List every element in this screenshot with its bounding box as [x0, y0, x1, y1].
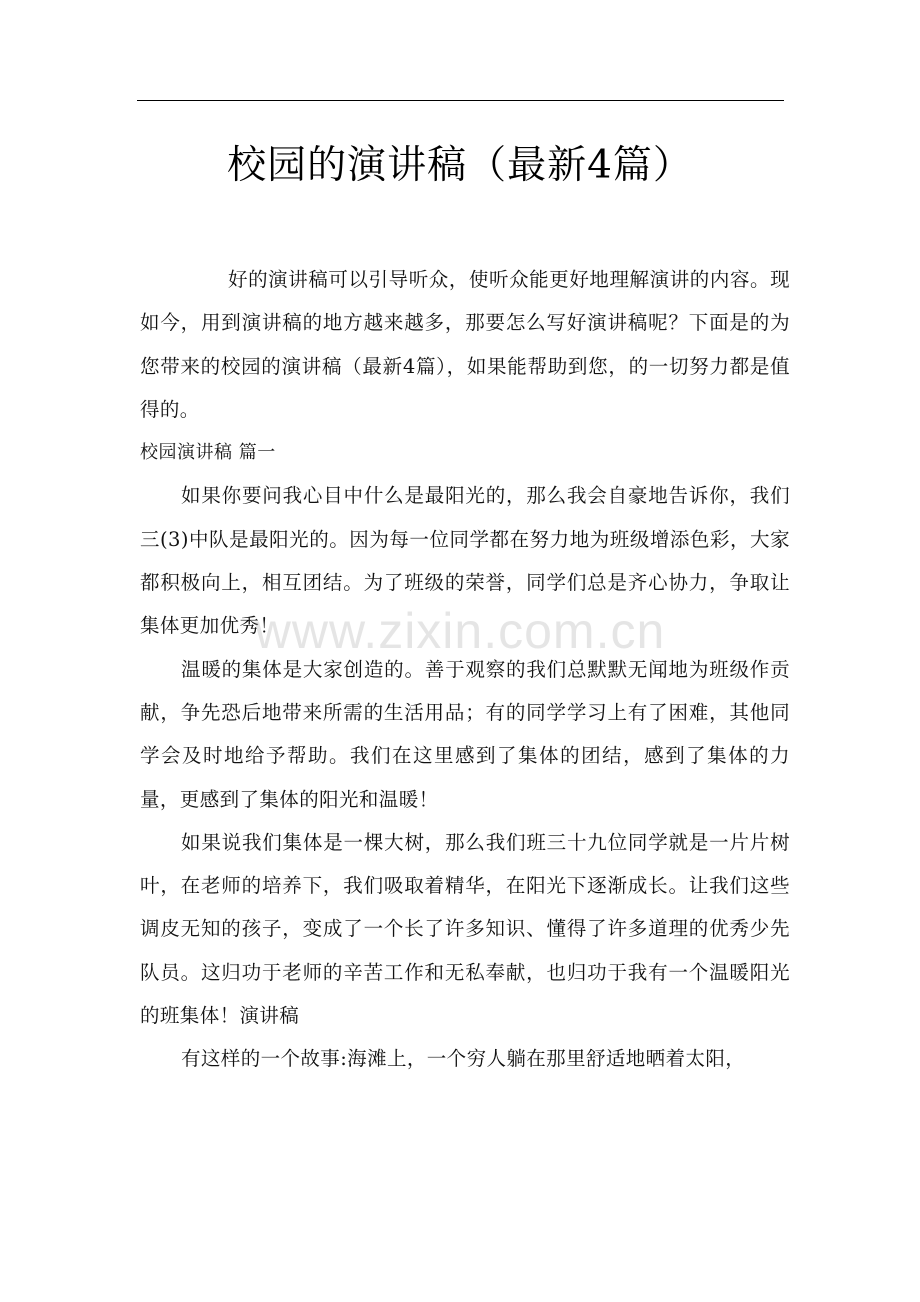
document-body — [140, 258, 790, 1081]
section-heading: 校园演讲稿 篇一 — [140, 442, 276, 464]
body-paragraph: 温暖的集体是大家创造的。善于观察的我们总默默无闻地为班级作贡献，争先恐后地带来所需的生活用品；有的同学学习上有了困难，其他同学会及时地给予帮助。我们在这里感到了集体的团结，感到了集体的力量，更感到了集体的阳光和温暖！ — [140, 657, 790, 811]
watermark: www.zixin.com.cn — [254, 603, 666, 659]
body-paragraph: 如果说我们集体是一棵大树，那么我们班三十九位同学就是一片片树叶，在老师的培养下，我们吸取着精华，在阳光下逐渐成长。让我们这些调皮无知的孩子，变成了一个长了许多知识、懂得了许多道理的优秀少先队员。这归功于老师的辛苦工作和无私奉献，也归功于我有一个温暖阳光的班集体！演讲稿 — [140, 830, 790, 1028]
header-rule — [137, 100, 784, 101]
intro-paragraph: 好的演讲稿可以引导听众，使听众能更好地理解演讲的内容。现如今，用到演讲稿的地方越来越多，那要怎么写好演讲稿呢？下面是的为您带来的校园的演讲稿（最新4篇），如果能帮助到您，的一切努力都是值得的。 — [140, 268, 790, 421]
document-title: 校园的演讲稿（最新4篇） — [227, 143, 693, 188]
body-paragraph: 有这样的一个故事:海滩上，一个穷人躺在那里舒适地晒着太阳， — [181, 1047, 746, 1071]
body-paragraph: 如果你要问我心目中什么是最阳光的，那么我会自豪地告诉你，我们三(3)中队是最阳光的。因为每一位同学都在努力地为班级增添色彩，大家都积极向上，相互团结。为了班级的荣誉，同学们总是齐心协力，争取让集体更加优秀！ — [140, 484, 790, 638]
